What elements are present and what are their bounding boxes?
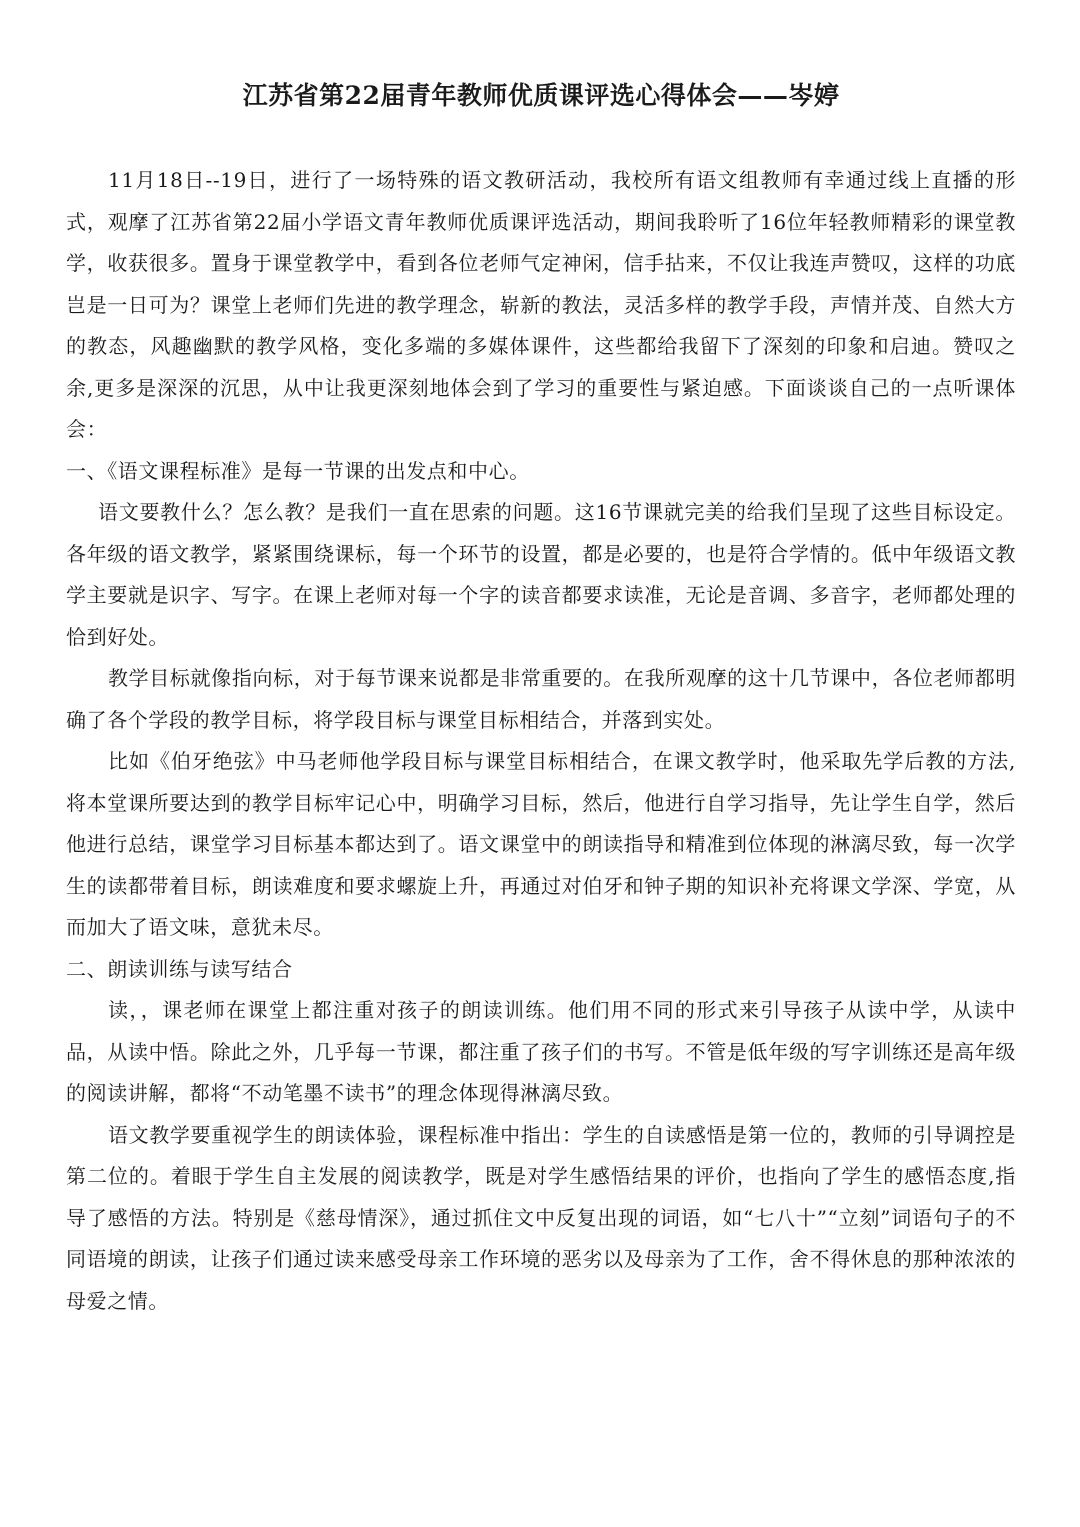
- section-1-paragraph-1: 语文要教什么？怎么教？是我们一直在思索的问题。这16节课就完美的给我们呈现了这些目标设定。各年级的语文教学，紧紧围绕课标，每一个环节的设置，都是必要的，也是符合学情的。低中年级语文教学主要就是识字、写字。在课上老师对每一个字的读音都要求读准，无论是音调、多音字，老师都处理的恰到好处。: [66, 500, 1016, 649]
- section-2-paragraph-2: 语文教学要重视学生的朗读体验，课程标准中指出：学生的自读感悟是第一位的，教师的引导调控是第二位的。着眼于学生自主发展的阅读教学，既是对学生感悟结果的评价，也指向了学生的感悟态度,指导了感悟的方法。特别是《慈母情深》，通过抓住文中反复出现的词语，如“七八十”“立刻”词语句子的不同语境的朗读，让孩子们通过读来感受母亲工作环境的恶劣以及母亲为了工作，舍不得休息的那种浓浓的母爱之情。: [66, 1122, 1016, 1313]
- section-2-heading: 二、朗读训练与读写结合: [66, 956, 293, 981]
- section-1-paragraph-2: 教学目标就像指向标，对于每节课来说都是非常重要的。在我所观摩的这十几节课中，各位老师都明确了各个学段的教学目标，将学段目标与课堂目标相结合，并落到实处。: [66, 666, 1016, 732]
- section-1-heading: 一、《语文课程标准》是每一节课的出发点和中心。: [66, 458, 530, 483]
- intro-paragraph: 11月18日--19日，进行了一场特殊的语文教研活动，我校所有语文组教师有幸通过线上直播的形式，观摩了江苏省第22届小学语文青年教师优质课评选活动，期间我聆听了16位年轻教师精彩的课堂教学，收获很多。置身于课堂教学中，看到各位老师气定神闲，信手拈来，不仅让我连声赞叹，这样的功底岂是一日可为？课堂上老师们先进的教学理念，崭新的教法，灵活多样的教学手段，声情并茂、自然大方的教态，风趣幽默的教学风格，变化多端的多媒体课件，这些都给我留下了深刻的印象和启迪。赞叹之余,更多是深深的沉思，从中让我更深刻地体会到了学习的重要性与紧迫感。下面谈谈自己的一点听课体会：: [66, 168, 1016, 441]
- section-2-paragraph-1: 读，，课老师在课堂上都注重对孩子的朗读训练。他们用不同的形式来引导孩子从读中学，从读中品，从读中悟。除此之外，几乎每一节课，都注重了孩子们的书写。不管是低年级的写字训练还是高年级的阅读讲解，都将“不动笔墨不读书”的理念体现得淋漓尽致。: [66, 998, 1016, 1105]
- document-title: 江苏省第22届青年教师优质课评选心得体会——岑婷: [242, 81, 840, 110]
- section-1-paragraph-3: 比如《伯牙绝弦》中马老师他学段目标与课堂目标相结合，在课文教学时，他采取先学后教的方法,将本堂课所要达到的教学目标牢记心中，明确学习目标，然后，他进行自学习指导，先让学生自学，然后他进行总结，课堂学习目标基本都达到了。语文课堂中的朗读指导和精准到位体现的淋漓尽致，每一次学生的读都带着目标，朗读难度和要求螺旋上升，再通过对伯牙和钟子期的知识补充将课文学深、学宽，从而加大了语文味，意犹未尽。: [66, 749, 1016, 939]
